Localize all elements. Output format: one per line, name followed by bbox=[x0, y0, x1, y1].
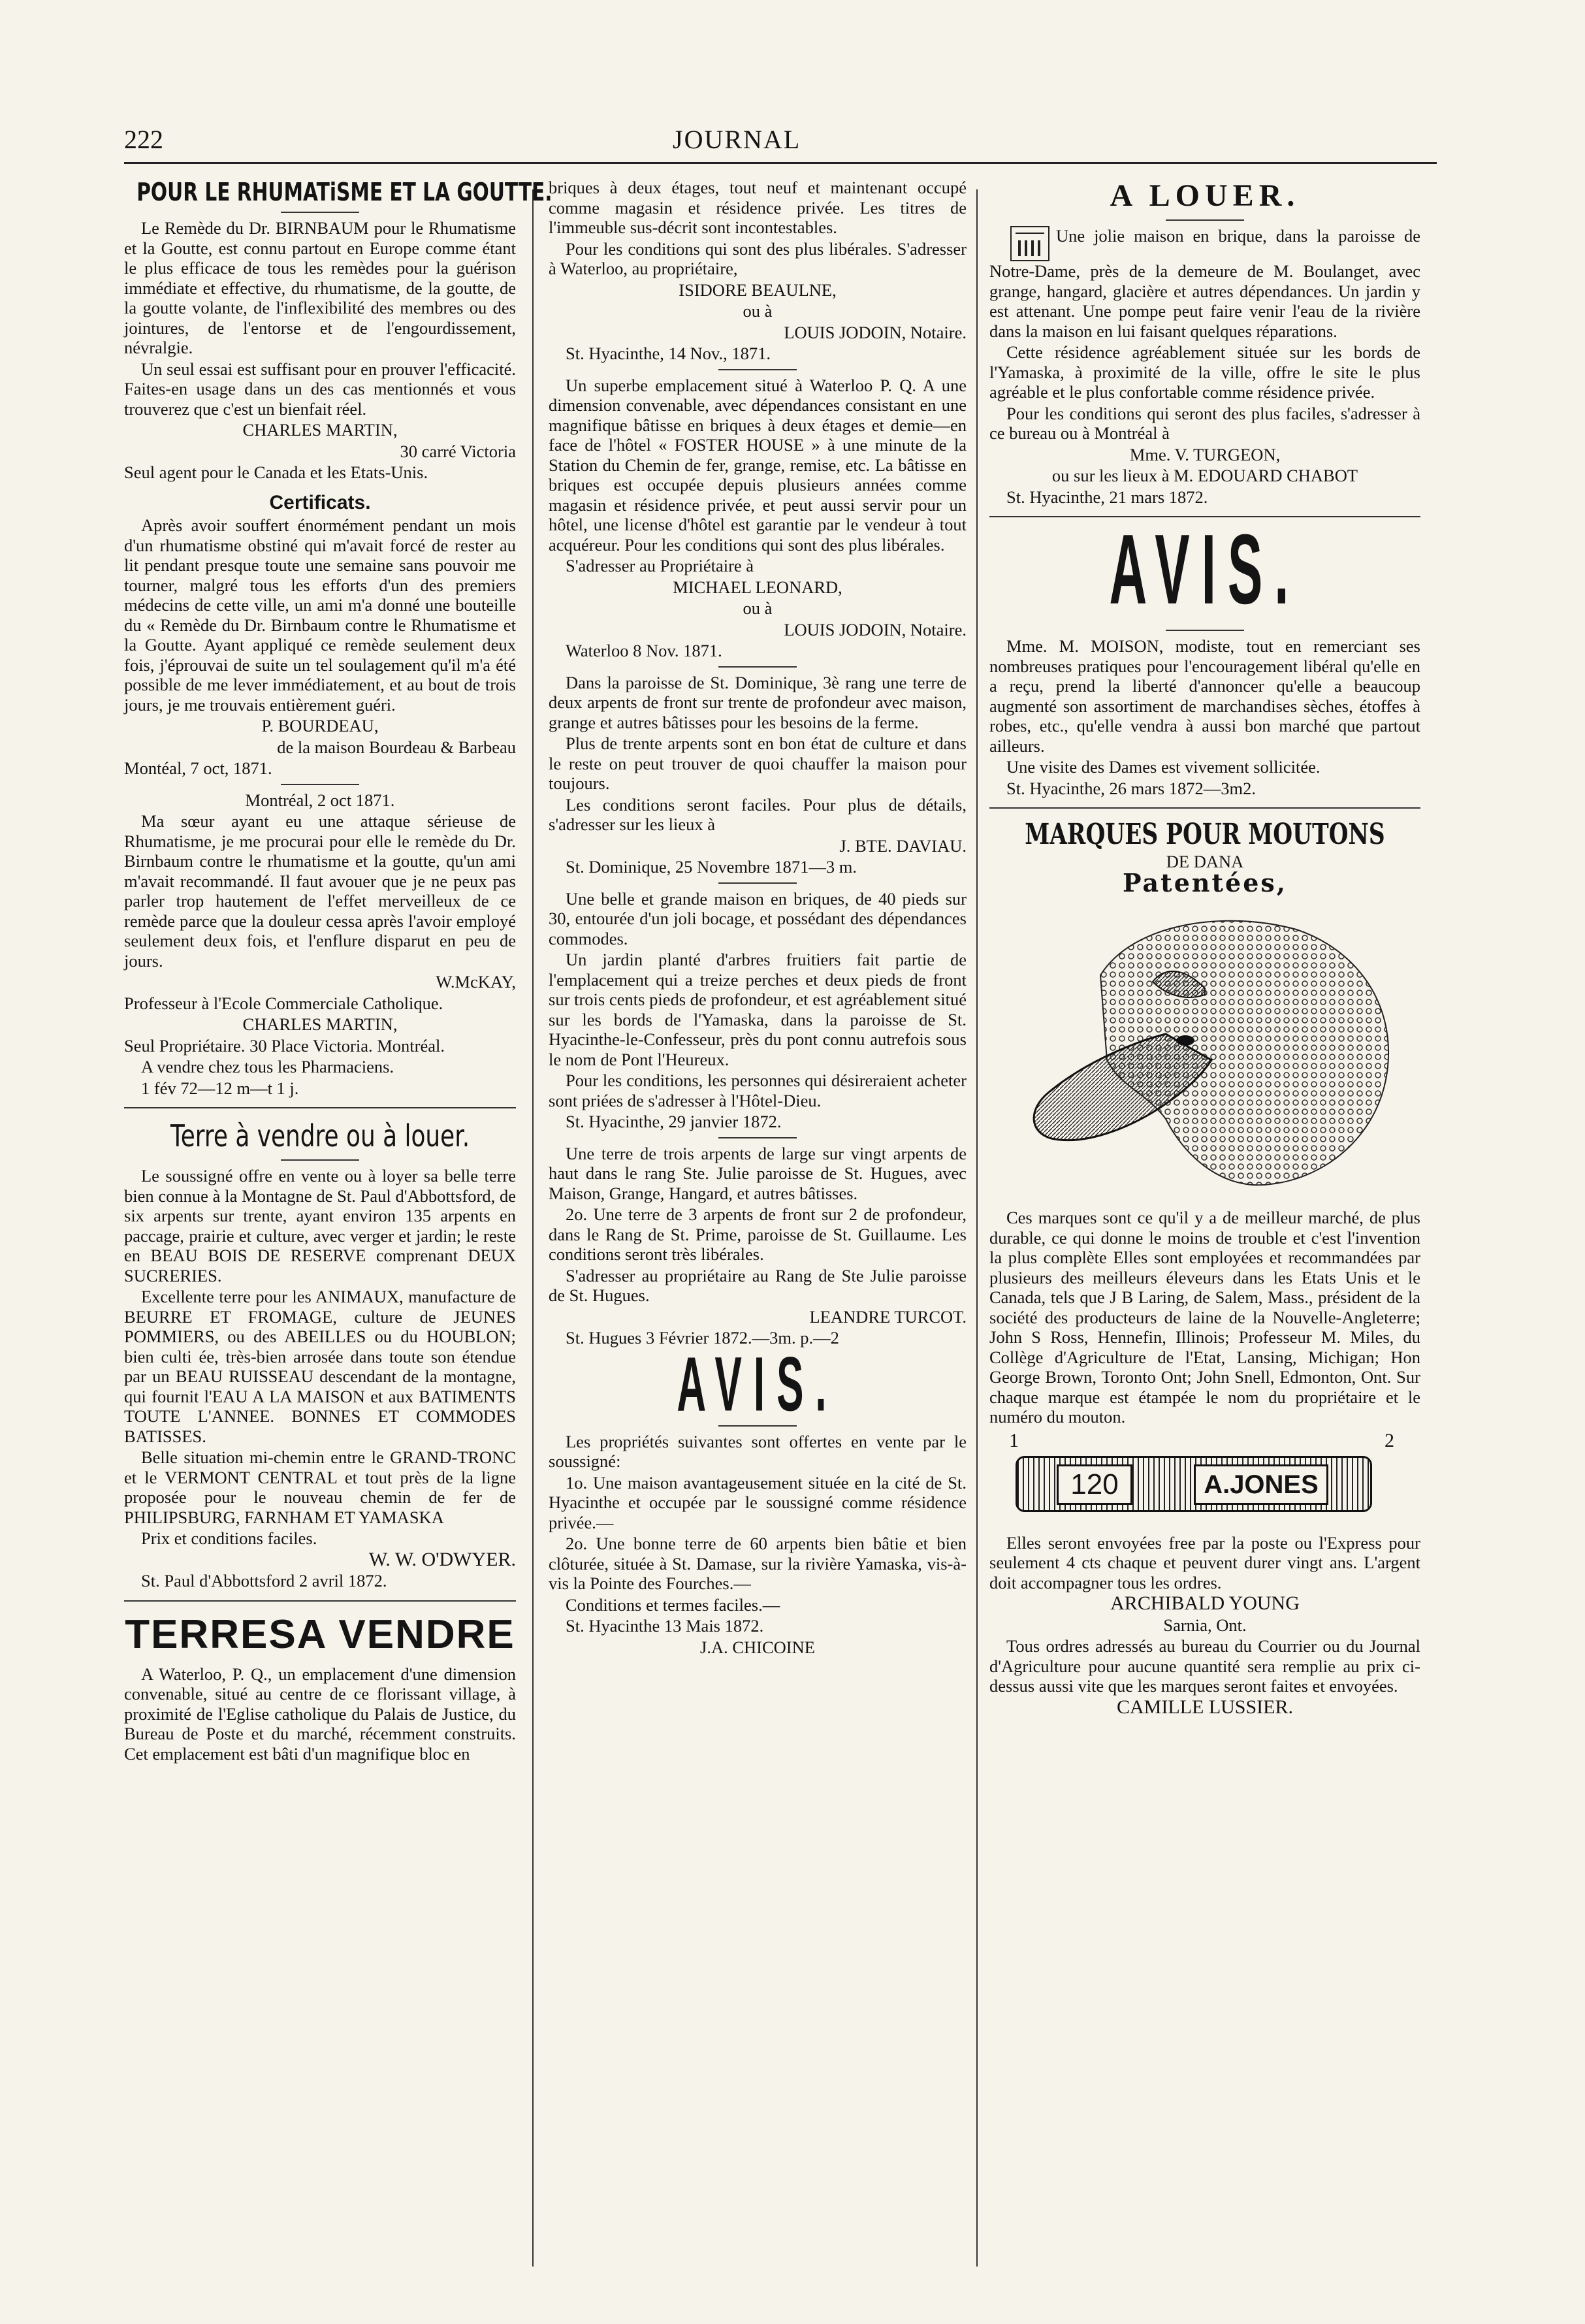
terre-paragraph: Le soussigné offre en vente ou à loyer sa belle terre bien connue à la Montagne de St. Paul d'Abbottsford, de six arpents sur trente, ayant environ 135 arpents en paccage, prairie et culture, avec verger et jardin; le reste en BEAU BOIS DE RESERVE comprenant DEUX SUCRERIES. bbox=[124, 1166, 516, 1285]
divider bbox=[124, 1107, 516, 1108]
column-right bbox=[989, 178, 1420, 1719]
dateline: Montréal, 2 oct 1871. bbox=[245, 790, 395, 810]
dateline: Waterloo 8 Nov. 1871. bbox=[566, 641, 722, 660]
avis-heading: AVIS. bbox=[1109, 514, 1301, 625]
sheep-head-illustration bbox=[989, 897, 1420, 1204]
paragraph: Plus de trente arpents sont en bon état de culture et dans le reste on peut trouver de quoi chauffer la maison pour toujours. bbox=[549, 734, 967, 793]
certificats-heading: Certificats. bbox=[269, 491, 371, 513]
paragraph: Pour les conditions, les personnes qui désireraient acheter sont priées de s'adresser à l'Hôtel-Dieu. bbox=[549, 1071, 967, 1110]
ear-tag-illustration bbox=[989, 1431, 1420, 1529]
dateline: St. Hyacinthe, 26 mars 1872—3m2. bbox=[1006, 778, 1256, 798]
signature-or: ou à bbox=[743, 598, 773, 618]
signature: J.A. CHICOINE bbox=[700, 1637, 815, 1657]
signature: LOUIS JODOIN, Notaire. bbox=[784, 322, 967, 342]
paragraph: briques à deux étages, tout neuf et maintenant occupé comme magasin et résidence privée. Les titres de l'immeuble sus-décrit sont incontestables. bbox=[549, 178, 967, 237]
signature-detail: Professeur à l'Ecole Commerciale Catholique. bbox=[124, 993, 443, 1013]
paragraph: S'adresser au Propriétaire à bbox=[566, 556, 754, 575]
terre-paragraph: Prix et conditions faciles. bbox=[141, 1528, 317, 1548]
divider bbox=[718, 1137, 797, 1138]
signature: W. W. O'DWYER. bbox=[368, 1548, 516, 1570]
signature-detail: Seul Propriétaire. 30 Place Victoria. Montréal. bbox=[124, 1035, 445, 1056]
marques-patentees: Patentées, bbox=[1122, 867, 1288, 897]
agent-line: Seul agent pour le Canada et les Etats-Unis. bbox=[124, 462, 428, 482]
terresa-paragraph: A Waterloo, P. Q., un emplacement d'une dimension convenable, situé au centre de ce florissant village, à proximité de l'Eglise catholique du Palais de Justice, du Bureau de Poste et du marché, récemment construits. Cet emplacement est bâti d'un magnifique bloc en bbox=[124, 1664, 516, 1764]
ear-tag bbox=[1016, 1456, 1372, 1512]
divider bbox=[1166, 219, 1244, 221]
paragraph: Conditions et termes faciles.— bbox=[566, 1594, 780, 1615]
marques-paragraph: Tous ordres adressés au bureau du Courrier ou du Journal d'Agriculture pour aucune quantité sera remplie au prix ci-dessus aussi vite que les marques seront faites et envoyées. bbox=[989, 1636, 1420, 1696]
louer-paragraph: Cette résidence agréablement située sur les bords de l'Yamaska, à proximité de la ville, offre le site le plus agréable et le plus confortable comme résidence privée. bbox=[989, 342, 1420, 402]
certificat-paragraph: Après avoir souffert énormément pendant un mois d'un rhumatisme obstiné qui m'avait forcé de rester au lit pendant presque toute une semaine sans pouvoir me tourner, malgré tous les efforts d'un des premiers médecins de cette ville, un ami m'a donné une bouteille du « Remède du Dr. Birnbaum contre le Rhumatisme et la Goutte. Ayant appliqué ce remède seulement deux fois, j'éprouvai de suite un tel soulagement qu'il m'a été possible de me lever immédiatement, et au bout de trois jours, je me trouvais entièrement guéri. bbox=[124, 515, 516, 715]
terresa-heading: TERRESA VENDRE bbox=[125, 1611, 515, 1657]
signature: CHARLES MARTIN, bbox=[242, 420, 398, 440]
paragraph: 2o. Une bonne terre de 60 arpents bien bâtie et bien clôturée, située à St. Damase, sur la rivière Yamaska, vis-à-vis la Pointe des Fourches.— bbox=[549, 1534, 967, 1593]
column-middle bbox=[549, 178, 967, 1658]
header-rule bbox=[124, 162, 1437, 164]
signature-detail: de la maison Bourdeau & Barbeau bbox=[277, 737, 516, 757]
avis-paragraph: Une visite des Dames est vivement sollicitée. bbox=[1006, 757, 1321, 777]
paragraph: Une belle et grande maison en briques, de 40 pieds sur 30, entourée d'un joli bocage, et possédant des dépendances commodes. bbox=[549, 888, 967, 948]
dateline: St. Paul d'Abbottsford 2 avril 1872. bbox=[141, 1571, 387, 1590]
rhumatisme-heading: POUR LE RHUMATiSME ET LA GOUTTE. bbox=[136, 178, 552, 206]
dateline: St. Hyacinthe, 14 Nov., 1871. bbox=[566, 344, 771, 363]
column-left bbox=[124, 178, 552, 1765]
tag-label-1: 1 bbox=[1009, 1429, 1019, 1451]
paragraph: Les conditions seront faciles. Pour plus de détails, s'adresser sur les lieux à bbox=[549, 794, 967, 834]
signature-detail: Sarnia, Ont. bbox=[1163, 1615, 1247, 1635]
marques-paragraph: Elles seront envoyées free par la poste ou l'Express pour seulement 4 cts chaque et peuvent durer vingt ans. L'argent doit accompagner tous les ordres. bbox=[989, 1532, 1420, 1592]
avis-heading-wrap bbox=[989, 514, 1420, 625]
divider bbox=[718, 882, 797, 884]
page-number: 222 bbox=[124, 125, 163, 154]
column-divider-2 bbox=[976, 189, 978, 2267]
paragraph: Pour les conditions qui sont des plus libérales. S'adresser à Waterloo, au propriétaire, bbox=[549, 238, 967, 278]
signature: CAMILLE LUSSIER. bbox=[1117, 1696, 1293, 1718]
signature-or: ou à bbox=[743, 301, 773, 321]
divider bbox=[281, 212, 359, 213]
certificat-paragraph: Ma sœur ayant eu une attaque sérieuse de Rhumatisme, je me procurai pour elle le remède du Dr. Birnbaum contre le rhumatisme et la goutte, qu'un ami m'avait recommandé. Il faut avouer que je ne peux pas parler trop hautement de l'effet merveilleux de ce remède parce que la douleur cessa après l'avoir employé seulement deux fois, et l'enflure disparut en peu de jours. bbox=[124, 811, 516, 971]
paragraph: Un superbe emplacement situé à Waterloo P. Q. A une dimension convenable, avec dépendances consistant en une magnifique bâtisse en briques à deux étages et demie—en face de l'hôtel « FOSTER HOUSE » à une minute de la Station du Chemin de fer, grange, remise, etc. La bâtisse en briques est occupée depuis plusieurs années comme magasin et résidence privée, et peut aussi servir pour un hôtel, une license d'hôtel est garantie par le vendeur à tout acquéreur. Pour les conditions qui sont des plus libérales. bbox=[549, 375, 967, 555]
marques-subheading: DE DANA bbox=[1166, 852, 1244, 871]
paragraph: S'adresser au propriétaire au Rang de Ste Julie paroisse de St. Hugues. bbox=[549, 1265, 967, 1305]
terre-paragraph: Excellente terre pour les ANIMAUX, manufacture de BEURRE ET FROMAGE, culture de JEUNES POMMIERS, ou des ABEILLES ou du HOUBLON; bien culti ée, très-bien arrosée dans toute son étendue par un BEAU RUISSEAU descendant de la montagne, qui fournit l'EAU A LA MAISON et aux BATIMENTS TOUTE L'ANNEE. BONNES ET COMMODES BATISSES. bbox=[124, 1287, 516, 1446]
divider bbox=[989, 807, 1420, 809]
journal-title: JOURNAL bbox=[673, 125, 801, 154]
avis-heading-wrap bbox=[549, 1342, 967, 1428]
avis-paragraph: Mme. M. MOISON, modiste, tout en remerciant ses nombreuses pratiques pour l'encouragement libéral qu'elle en a reçu, prend la liberté d'annoncer qu'elle a beaucoup augmenté son assortiment de marchandises sèches, étoffes à robes, etc., qu'elle vendra à aussi bon marché que partout ailleurs. bbox=[989, 636, 1420, 756]
paragraph: 2o. Une terre de 3 arpents de front sur 2 de profondeur, dans le Rang de St. Prime, paroisse de St. Guillaume. Les conditions seront très libérales. bbox=[549, 1204, 967, 1264]
signature: LOUIS JODOIN, Notaire. bbox=[784, 619, 967, 639]
signature: P. BOURDEAU, bbox=[261, 716, 379, 735]
louer-paragraph: Une jolie maison en brique, dans la paroisse de Notre-Dame, près de la demeure de M. Boulanget, avec grange, hangard, glacière et autres dépendances. Un jardin y est attenant. Une pompe peut faire venir l'eau de la rivière dans la maison en lui faisant quelques réparations. bbox=[989, 226, 1420, 341]
paragraph: Dans la paroisse de St. Dominique, 3è rang une terre de deux arpents de front sur trente de profondeur avec maison, grange et autres bâtisses pour les besoins de la ferme. bbox=[549, 672, 967, 732]
paragraph: Les propriétés suivantes sont offertes en vente par le soussigné: bbox=[549, 1431, 967, 1471]
divider bbox=[1166, 630, 1244, 631]
terre-paragraph: Belle situation mi-chemin entre le GRAND-TRONC et le VERMONT CENTRAL et tout près de la ligne proposée pour le nouveau chemin de fer de PHILIPSBURG, FARNHAM ET YAMASKA bbox=[124, 1447, 516, 1527]
vendre-line: A vendre chez tous les Pharmaciens. bbox=[141, 1057, 394, 1076]
signature: Mme. V. TURGEON, bbox=[1129, 444, 1281, 464]
dateline: St. Hyacinthe, 21 mars 1872. bbox=[1006, 487, 1208, 507]
ad-code: 1 fév 72—12 m—t 1 j. bbox=[141, 1078, 299, 1098]
signature: ou sur les lieux à M. EDOUARD CHABOT bbox=[1051, 466, 1358, 485]
dateline: St. Hyacinthe 13 Mais 1872. bbox=[566, 1616, 764, 1636]
signature: MICHAEL LEONARD, bbox=[673, 577, 842, 597]
marques-paragraph: Ces marques sont ce qu'il y a de meilleur marché, de plus durable, ce qui donne le moins de trouble et c'est l'invention la plus complète Elles sont employées et recommandées par plusieurs des meilleurs éleveurs dans les Etats Unis et le Canada, tels que J B Laring, de Salem, Mass., président de la société des producteurs de laine de la Nouvelle-Angleterre; John S Ross, Hennefin, Illinois; Professeur M. Miles, du Collège d'Agriculture de l'Etat, Lansing, Michigan; Hon George Brown, Toronto Ont; John Snell, Edmonton, Ont. Sur chaque marque est étampée le nom du propriétaire et le numéro du mouton. bbox=[989, 1208, 1420, 1427]
signature: CHARLES MARTIN, bbox=[242, 1014, 398, 1034]
rhumatisme-paragraph: Le Remède du Dr. BIRNBAUM pour le Rhumatisme et la Goutte, est connu partout en Europe comme étant le plus efficace de tous les remèdes pour la guérison immédiate et effective, du rhumatisme, de la goutte, de la goutte volante, de l'inflexibilité des membres ou des jointures, de l'entorse et de l'engourdissement, névralgie. bbox=[124, 218, 516, 357]
dateline: St. Dominique, 25 Novembre 1871—3 m. bbox=[566, 857, 857, 877]
divider bbox=[281, 1159, 359, 1161]
tag-label-2: 2 bbox=[1385, 1429, 1394, 1451]
signature: LEANDRE TURCOT. bbox=[809, 1306, 967, 1327]
rhumatisme-paragraph: Un seul essai est suffisant pour en prouver l'efficacité. Faites-en usage dans un des cas mentionnés et vous trouverez que c'est un bienfait réel. bbox=[124, 359, 516, 419]
divider bbox=[718, 666, 797, 668]
dateline: St. Hyacinthe, 29 janvier 1872. bbox=[566, 1112, 782, 1131]
signature: ARCHIBALD YOUNG bbox=[1110, 1592, 1300, 1614]
divider bbox=[281, 784, 359, 785]
divider bbox=[718, 369, 797, 370]
avis-heading: AVIS. bbox=[677, 1342, 839, 1428]
paragraph: Un jardin planté d'arbres fruitiers fait partie de l'emplacement qui a treize perches et deux pieds de front sur trois cents pieds de profondeur, et est agréablement situé sur les bords de l'Yamaska, dans la paroisse de St. Hyacinthe-le-Confesseur, près du pont connu autrefois sous le nom de Pont l'Heureux. bbox=[549, 950, 967, 1069]
marques-heading: MARQUES POUR MOUTONS bbox=[1025, 818, 1385, 851]
address: 30 carré Victoria bbox=[400, 441, 516, 461]
signature: J. BTE. DAVIAU. bbox=[839, 835, 967, 856]
signature: ISIDORE BEAULNE, bbox=[679, 280, 837, 300]
louer-paragraph: Pour les conditions qui seront des plus faciles, s'adresser à ce bureau ou à Montréal à bbox=[989, 403, 1420, 443]
paragraph: Une terre de trois arpents de large sur vingt arpents de haut dans le rang Ste. Julie paroisse de St. Hugues, avec Maison, Grange, Hangard, et autres bâtisses. bbox=[549, 1143, 967, 1203]
tag-number: 120 bbox=[1057, 1464, 1132, 1505]
paragraph: 1o. Une maison avantageusement située en la cité de St. Hyacinthe et occupée par le soussigné comme résidence privée.— bbox=[549, 1472, 967, 1532]
house-icon bbox=[1010, 226, 1049, 261]
divider bbox=[124, 1600, 516, 1602]
tag-name: A.JONES bbox=[1194, 1464, 1328, 1505]
signature: W.McKAY, bbox=[436, 972, 516, 992]
louer-heading: A LOUER. bbox=[1110, 178, 1300, 213]
dateline: St. Hugues 3 Février 1872.—3m. p.—2 bbox=[566, 1328, 839, 1348]
terre-heading: Terre à vendre ou à louer. bbox=[170, 1118, 470, 1154]
dateline: Montéal, 7 oct, 1871. bbox=[124, 758, 272, 778]
column-divider-1 bbox=[532, 189, 534, 2267]
